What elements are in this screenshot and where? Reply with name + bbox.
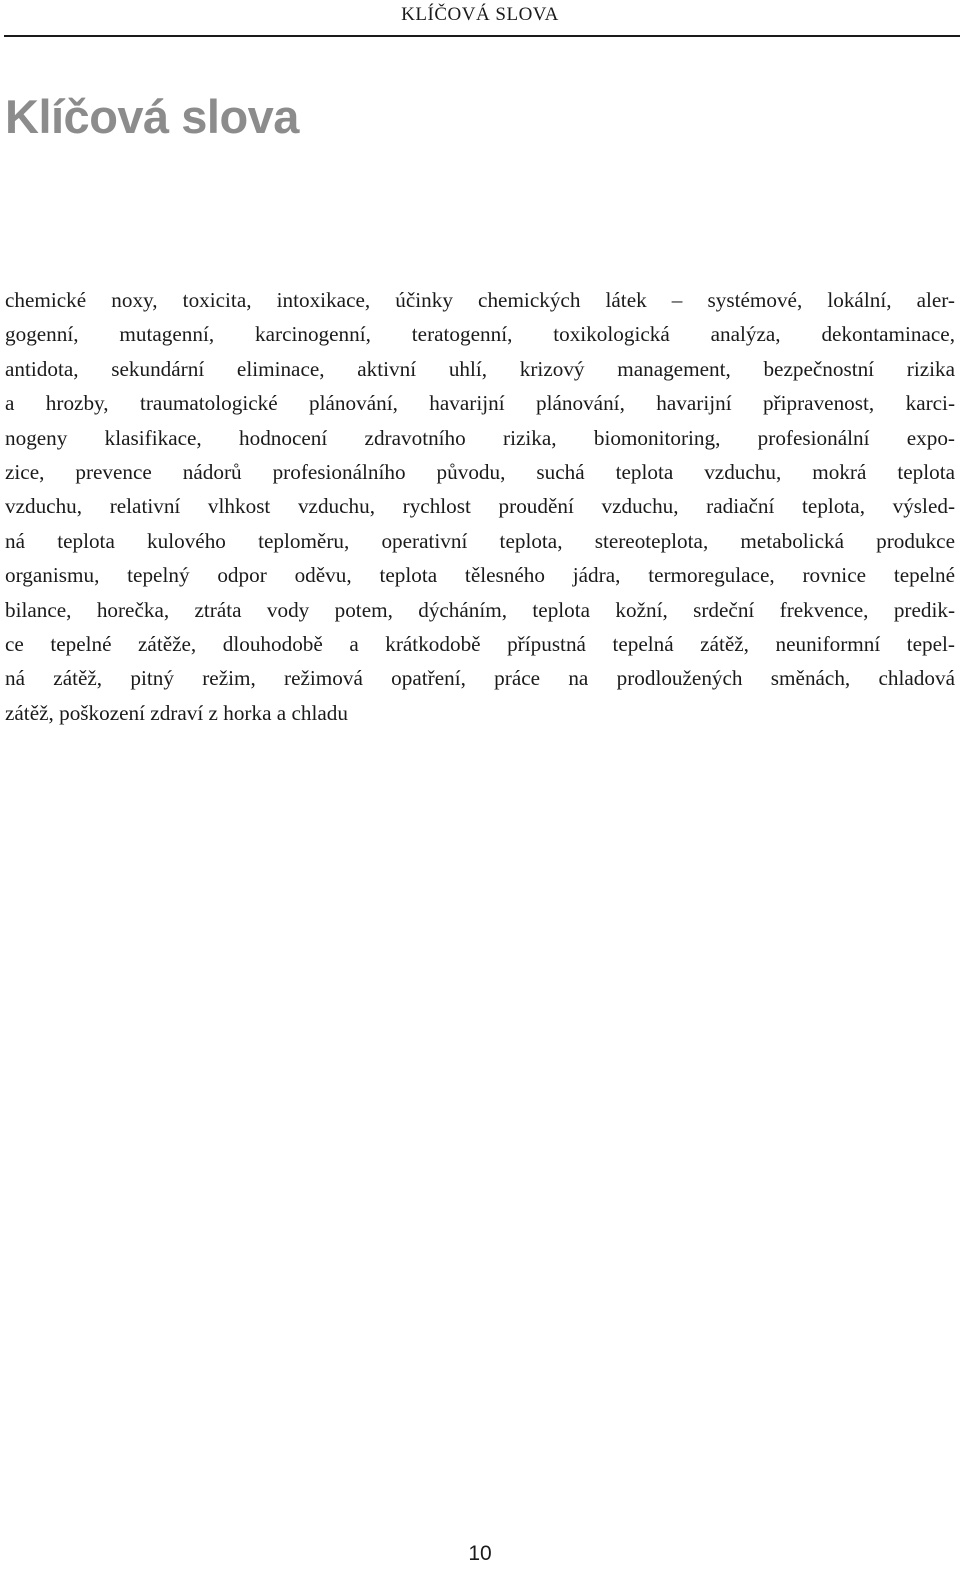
- keywords-line: organismu, tepelný odpor oděvu, teplota tělesného jádra, termoregulace, rovnice tepelné: [5, 563, 955, 588]
- page-number: 10: [468, 1542, 492, 1565]
- keywords-line: ná zátěž, pitný režim, režimová opatření, práce na prodloužených směnách, chladová: [5, 666, 955, 691]
- keywords-line: a hrozby, traumatologické plánování, havarijní plánování, havarijní připravenost, karci-: [5, 391, 955, 416]
- keywords-paragraph: [5, 283, 955, 730]
- keywords-line: zice, prevence nádorů profesionálního původu, suchá teplota vzduchu, mokrá teplota: [5, 460, 955, 485]
- header-divider: [4, 35, 960, 37]
- keywords-line: chemické noxy, toxicita, intoxikace, účinky chemických látek – systémové, lokální, aler-: [5, 288, 955, 312]
- keywords-line: gogenní, mutagenní, karcinogenní, teratogenní, toxikologická analýza, dekontaminace,: [5, 322, 955, 347]
- keywords-line: ná teplota kulového teploměru, operativní teplota, stereoteplota, metabolická produkce: [5, 528, 955, 553]
- keywords-line: ce tepelné zátěže, dlouhodobě a krátkodobě přípustná tepelná zátěž, neuniformní tepel-: [5, 632, 955, 657]
- keywords-line: nogeny klasifikace, hodnocení zdravotního rizika, biomonitoring, profesionální expo-: [5, 425, 955, 450]
- running-header: KLÍČOVÁ SLOVA: [401, 4, 559, 25]
- chapter-title: Klíčová slova: [5, 90, 299, 143]
- keywords-line: vzduchu, relativní vlhkost vzduchu, rychlost proudění vzduchu, radiační teplota, výsled-: [5, 494, 955, 519]
- keywords-line: bilance, horečka, ztráta vody potem, dýcháním, teplota kožní, srdeční frekvence, predik-: [5, 597, 955, 622]
- keywords-line: zátěž, poškození zdraví z horka a chladu: [5, 700, 348, 725]
- keywords-line: antidota, sekundární eliminace, aktivní uhlí, krizový management, bezpečnostní rizika: [5, 356, 955, 381]
